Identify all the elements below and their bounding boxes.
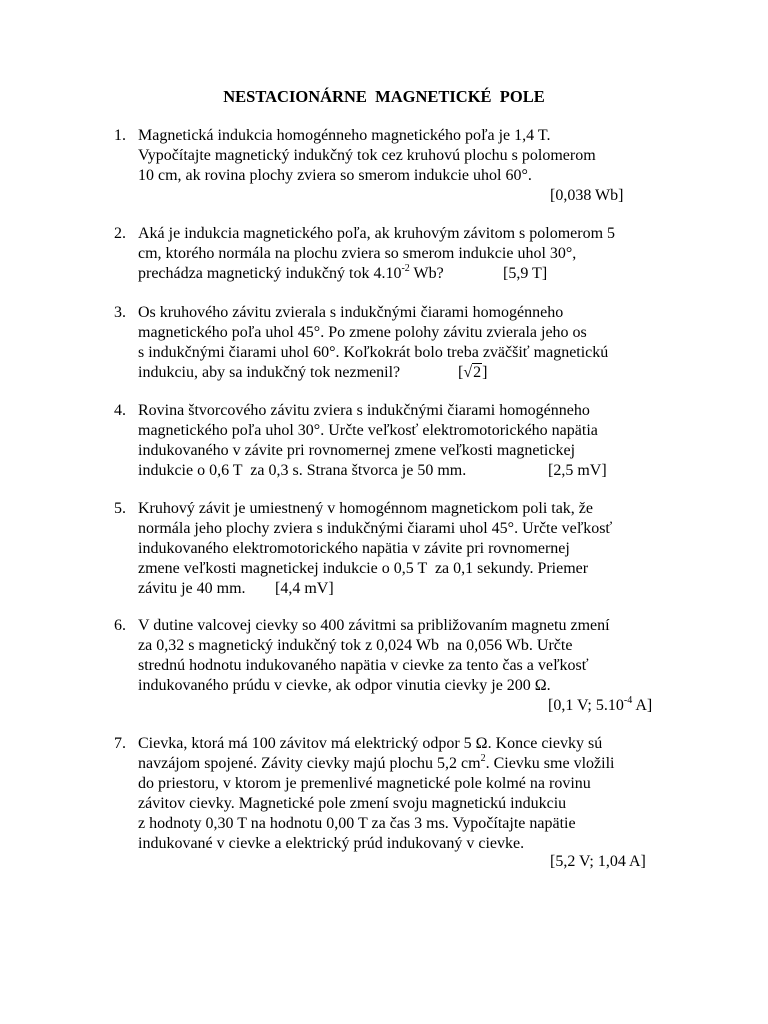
superscript: -4 (623, 694, 633, 706)
problem-line: s indukčnými čiarami uhol 60°. Koľkokrát bolo treba zväčšiť magnetickú (138, 344, 609, 361)
problem-line: do priestoru, v ktorom je premenlivé magnetické pole kolmé na rovinu (138, 775, 591, 792)
problem-line (138, 754, 614, 773)
page-title: NESTACIONÁRNE MAGNETICKÉ POLE (223, 87, 545, 106)
problem-line: Vypočítajte magnetický indukčný tok cez kruhovú plochu s polomerom (138, 147, 596, 164)
problem-line: indukovaného elektromotorického napätia v závite pri rovnomernej (138, 540, 570, 557)
problem-answer: [5,2 V; 1,04 A] (550, 853, 646, 870)
answer-text: [0,1 V; 5.10 (548, 697, 624, 714)
line-text: Wb? (409, 265, 444, 282)
problem-answer (548, 696, 652, 715)
problem-answer: [4,4 mV] (275, 580, 334, 597)
superscript: -2 (401, 262, 410, 274)
problem-number: 3. (114, 304, 126, 321)
answer-text: A] (632, 697, 653, 714)
sqrt-symbol: √ (463, 364, 473, 381)
problem-line: indukciu, aby sa indukčný tok nezmenil? (138, 364, 401, 381)
line-text: navzájom spojené. Závity cievky majú plochu 5,2 cm (138, 755, 481, 772)
problem-line: Cievka, ktorá má 100 závitov má elektrický odpor 5 Ω. Konce cievky sú (138, 735, 603, 752)
problem-line: Kruhový závit je umiestnený v homogénnom magnetickom poli tak, že (138, 500, 594, 517)
problem-line: normála jeho plochy zviera s indukčnými čiarami uhol 45°. Určte veľkosť (138, 520, 613, 537)
problem-number: 4. (114, 402, 126, 419)
line-text: prechádza magnetický indukčný tok 4.10 (138, 265, 402, 282)
problem-line: Rovina štvorcového závitu zviera s indukčnými čiarami homogénneho (138, 402, 590, 419)
problem-line: z hodnoty 0,30 T na hodnotu 0,00 T za čas 3 ms. Vypočítajte napätie (138, 815, 576, 832)
problem-number: 1. (114, 127, 126, 144)
bracket-close: ] (482, 364, 488, 381)
problem-line: závitov cievky. Magnetické pole zmení svoju magnetickú indukciu (138, 795, 567, 812)
problem-answer: [0,038 Wb] (550, 187, 624, 204)
problem-line: Os kruhového závitu zvierala s indukčnými čiarami homogénneho (138, 304, 564, 321)
problem-line: Magnetická indukcia homogénneho magnetického poľa je 1,4 T. (138, 127, 551, 144)
problem-line: V dutine valcovej cievky so 400 závitmi sa približovaním magnetu zmení (138, 617, 610, 634)
problem-number: 5. (114, 500, 126, 517)
problem-answer: [5,9 T] (503, 265, 548, 282)
problem-line: závitu je 40 mm. (138, 580, 246, 597)
bracket-open: [ (458, 364, 464, 381)
problem-line: strednú hodnotu indukovaného napätia v cievke za tento čas a veľkosť (138, 657, 589, 674)
problem-line: za 0,32 s magnetický indukčný tok z 0,024 Wb na 0,056 Wb. Určte (138, 637, 573, 654)
problem-answer (458, 363, 487, 382)
problem-number: 6. (114, 617, 126, 634)
line-text: . Cievku sme vložili (485, 755, 615, 772)
superscript: 2 (480, 752, 486, 764)
problem-line: magnetického poľa uhol 30°. Určte veľkosť elektromotorického napätia (138, 422, 598, 439)
problem-line: indukovaného v závite pri rovnomernej zmene veľkosti magnetickej (138, 442, 576, 459)
sqrt-radicand: 2 (473, 364, 482, 381)
sqrt-expression (463, 363, 482, 382)
problem-line: cm, ktorého normála na plochu zviera so smerom indukcie uhol 30°, (138, 245, 577, 262)
problem-line: magnetického poľa uhol 45°. Po zmene polohy závitu zvierala jeho os (138, 324, 587, 341)
problem-line: Aká je indukcia magnetického poľa, ak kruhovým závitom s polomerom 5 (138, 225, 616, 242)
problem-answer: [2,5 mV] (548, 462, 607, 479)
problem-line (138, 264, 444, 283)
problem-line: indukované v cievke a elektrický prúd indukovaný v cievke. (138, 835, 525, 852)
problem-number: 2. (114, 225, 126, 242)
problem-number: 7. (114, 735, 126, 752)
problem-line: indukovaného prúdu v cievke, ak odpor vinutia cievky je 200 Ω. (138, 677, 551, 694)
problem-line: zmene veľkosti magnetickej indukcie o 0,5 T za 0,1 sekundy. Priemer (138, 560, 589, 577)
problem-line: indukcie o 0,6 T za 0,3 s. Strana štvorca je 50 mm. (138, 462, 467, 479)
problem-line: 10 cm, ak rovina plochy zviera so smerom indukcie uhol 60°. (138, 167, 532, 184)
